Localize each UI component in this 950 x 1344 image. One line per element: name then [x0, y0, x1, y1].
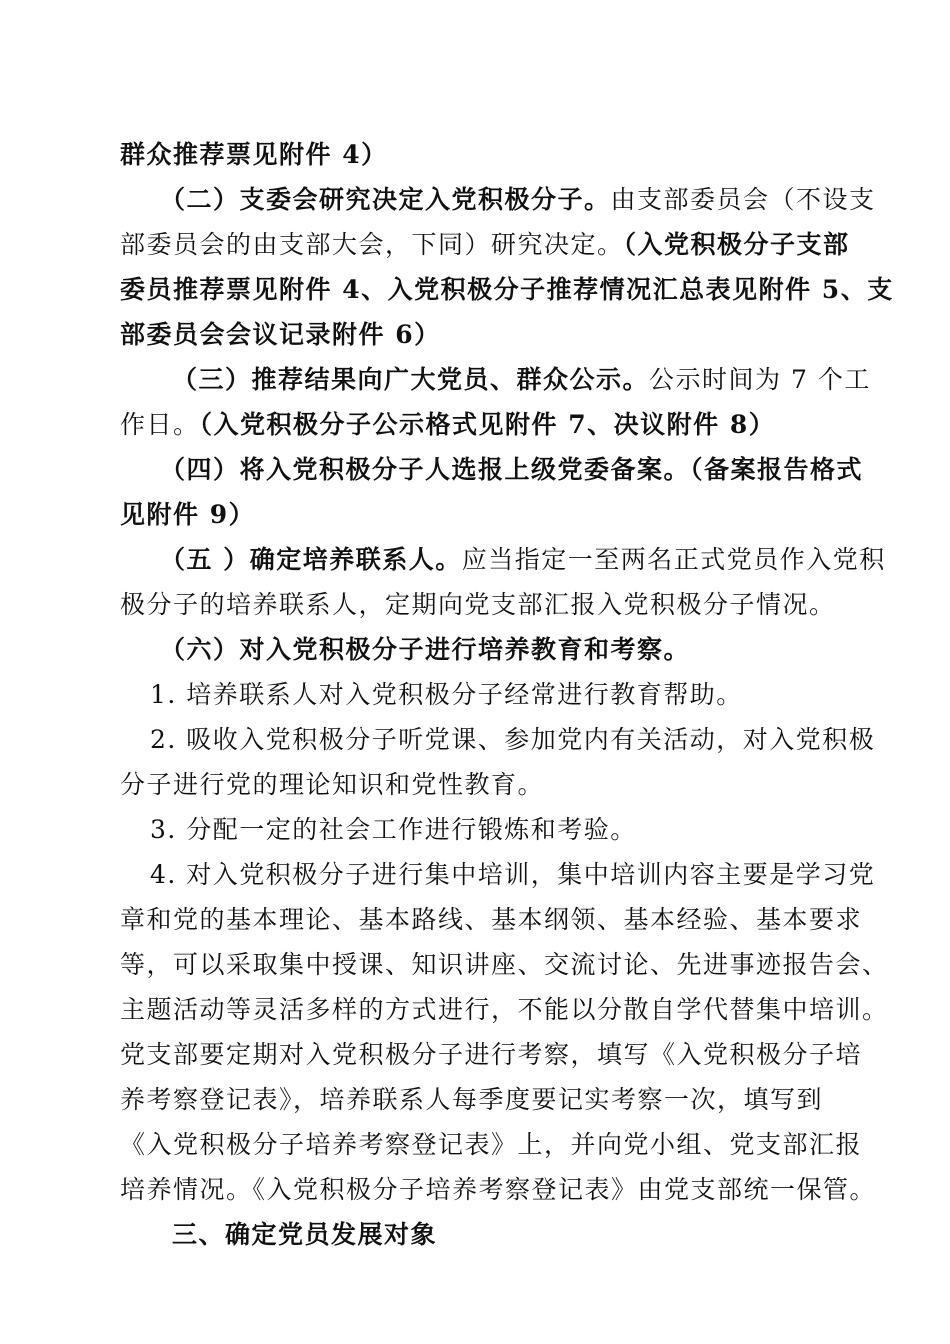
text-line: （三）推荐结果向广大党员、群众公示。公示时间为 7 个工 [172, 365, 871, 394]
text-line: 等，可以采取集中授课、知识讲座、交流讨论、先进事迹报告会、 [120, 950, 889, 979]
text-line: 养考察登记表》，培养联系人每季度要记实考察一次，填写到 [120, 1085, 824, 1114]
text-line: 培养情况。《入党积极分子培养考察登记表》由党支部统一保管。 [120, 1175, 877, 1204]
text-line: 委员推荐票见附件 4、入党积极分子推荐情况汇总表见附件 5、支 [120, 275, 894, 304]
section-heading: （五 ）确定培养联系人。 [160, 545, 462, 574]
text-line: 主题活动等灵活多样的方式进行，不能以分散自学代替集中培训。 [120, 995, 889, 1024]
section-heading: （六）对入党积极分子进行培养教育和考察。 [160, 635, 691, 664]
section-heading: （二）支委会研究决定入党积极分子。 [160, 185, 611, 214]
list-item: 3. 分配一定的社会工作进行锻炼和考验。 [150, 815, 637, 844]
chapter-heading: 三、确定党员发展对象 [172, 1220, 438, 1249]
text-line: （二）支委会研究决定入党积极分子。由支部委员会（不设支 [160, 185, 876, 214]
list-item: 4. 对入党积极分子进行集中培训，集中培训内容主要是学习党 [150, 860, 876, 889]
text-line: 《入党积极分子培养考察登记表》上，并向党小组、党支部汇报 [120, 1130, 863, 1159]
text-line: 章和党的基本理论、基本路线、基本纲领、基本经验、基本要求 [120, 905, 863, 934]
list-item: 2. 吸收入党积极分子听党课、参加党内有关活动，对入党积极 [150, 725, 876, 754]
text-line: 部委员会的由支部大会，下同）研究决定。（入党积极分子支部 [120, 230, 850, 259]
text-line: 部委员会会议记录附件 6） [120, 320, 441, 349]
text-line: 分子进行党的理论知识和党性教育。 [120, 770, 545, 799]
list-item: 1. 培养联系人对入党积极分子经常进行教育帮助。 [150, 680, 743, 709]
text-line: 极分子的培养联系人，定期向党支部汇报入党积极分子情况。 [120, 590, 836, 619]
section-heading: （三）推荐结果向广大党员、群众公示。 [172, 365, 650, 394]
text-line: （五 ）确定培养联系人。应当指定一至两名正式党员作入党积 [160, 545, 886, 574]
text-line: 群众推荐票见附件 4） [120, 140, 388, 169]
text-line: 党支部要定期对入党积极分子进行考察，填写《入党积极分子培 [120, 1040, 863, 1069]
section-heading: （四）将入党积极分子人选报上级党委备案。（备案报告格式 [160, 455, 864, 484]
text-line: 见附件 9） [120, 500, 256, 529]
text-line: 作日。（入党积极分子公示格式见附件 7、决议附件 8） [120, 410, 776, 439]
